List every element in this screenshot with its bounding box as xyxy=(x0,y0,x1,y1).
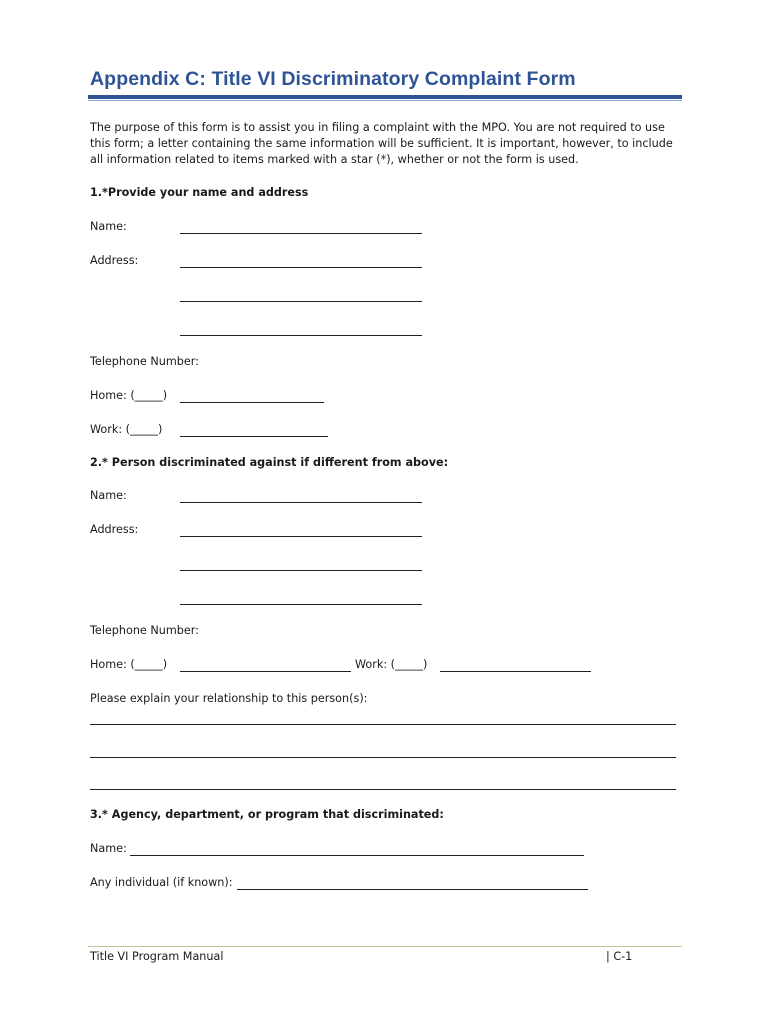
s3-individual-label: Any individual (if known): xyxy=(90,876,233,889)
s2-relationship-line-3[interactable] xyxy=(90,789,676,790)
s2-relationship-label: Please explain your relationship to this person(s): xyxy=(90,692,368,705)
s1-address-field-1[interactable] xyxy=(180,267,422,268)
title-underline-thin xyxy=(88,100,682,101)
s2-address-field-2[interactable] xyxy=(180,570,422,571)
s3-name-field[interactable] xyxy=(130,855,584,856)
footer-page-number: | C-1 xyxy=(606,950,633,963)
s2-home-label: Home: (_____) xyxy=(90,658,168,671)
section2-heading: 2.* Person discriminated against if different from above: xyxy=(90,456,449,469)
s2-address-field-1[interactable] xyxy=(180,536,422,537)
s2-home-phone-field[interactable] xyxy=(180,671,351,672)
intro-paragraph: The purpose of this form is to assist you in filing a complaint with the MPO. You are not required to use this form; a letter containing the same information will be sufficient. It is important, however, to include all information related to items marked with a star (*), whether or not the form is used. xyxy=(90,121,673,166)
s1-address-field-2[interactable] xyxy=(180,301,422,302)
s2-address-label: Address: xyxy=(90,523,139,536)
s1-home-label: Home: (_____) xyxy=(90,389,168,402)
s3-name-label: Name: xyxy=(90,842,127,855)
s1-address-label: Address: xyxy=(90,254,139,267)
s2-work-label: Work: (_____) xyxy=(355,658,428,671)
s1-name-label: Name: xyxy=(90,220,127,233)
s2-relationship-line-1[interactable] xyxy=(90,724,676,725)
s1-name-field[interactable] xyxy=(180,233,422,234)
s2-name-label: Name: xyxy=(90,489,127,502)
s2-telephone-label: Telephone Number: xyxy=(90,624,199,637)
s1-work-phone-field[interactable] xyxy=(180,436,328,437)
footer-manual-title: Title VI Program Manual xyxy=(90,950,224,963)
s1-home-phone-field[interactable] xyxy=(180,402,324,403)
s1-work-label: Work: (_____) xyxy=(90,423,163,436)
section3-heading: 3.* Agency, department, or program that discriminated: xyxy=(90,808,444,821)
s3-individual-field[interactable] xyxy=(237,889,588,890)
footer-divider xyxy=(88,946,682,947)
title-underline xyxy=(88,95,682,99)
s2-work-phone-field[interactable] xyxy=(440,671,591,672)
section1-heading: 1.*Provide your name and address xyxy=(90,186,309,199)
s1-address-field-3[interactable] xyxy=(180,335,422,336)
s2-name-field[interactable] xyxy=(180,502,422,503)
s1-telephone-label: Telephone Number: xyxy=(90,355,199,368)
s2-relationship-line-2[interactable] xyxy=(90,757,676,758)
page-title: Appendix C: Title VI Discriminatory Complaint Form xyxy=(90,68,576,90)
s2-address-field-3[interactable] xyxy=(180,604,422,605)
